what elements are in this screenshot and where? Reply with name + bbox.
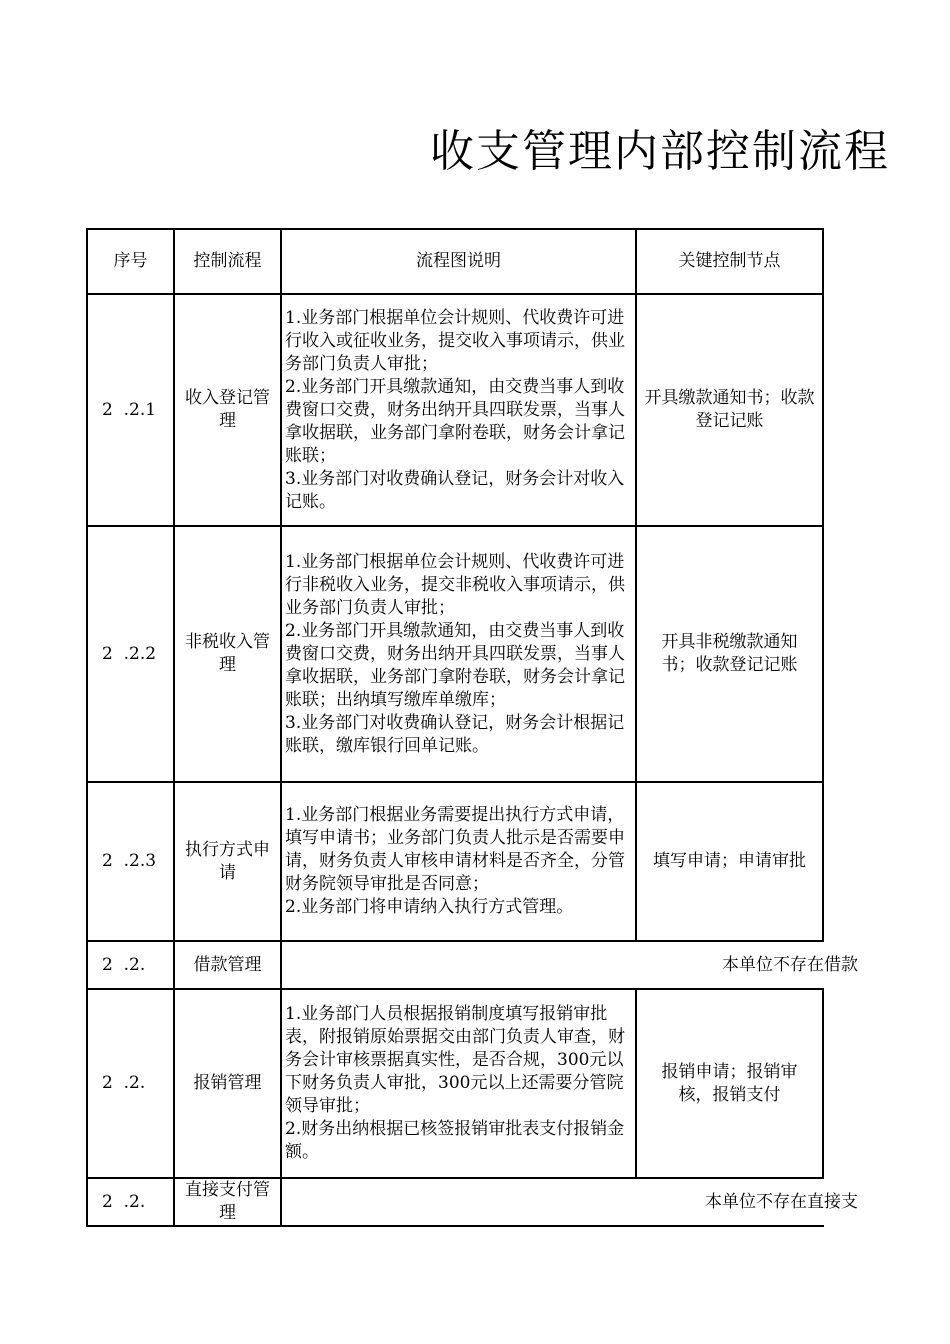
header-description: 流程图说明 — [416, 251, 501, 271]
table-border-right — [822, 988, 824, 1179]
row-description: 1.业务部门人员根据报销制度填写报销审批表，附报销原始票据交由部门负责人审查，财务会计审核票据真实性，是否合规，300元以下财务负责人审批，300元以上还需要分管院领导审批； 2.财务出纳根据已核签报销审批表支付报销金额。 — [285, 1004, 625, 1162]
row-process: 报销管理 — [193, 1073, 262, 1093]
row-description: 1.业务部门根据单位会计规则、代收费许可进行非税收入业务，提交非税收入事项请示，供业务部门负责人审批； 2.业务部门开具缴款通知，由交费当事人到收费窗口交费，财务出纳开具四联发票，当事人拿收据联，业务部门拿附卷联，财务会计拿记账联；出纳填写缴库单缴库； 3.业务部门对收费确认登记，财务会计根据记账联，缴库银行回单记账。 — [285, 551, 625, 756]
header-seq: 序号 — [113, 251, 148, 271]
row-seq: 2 .2.3 — [102, 851, 157, 871]
row-key-points: 开具缴款通知书；收款登记记账 — [644, 388, 815, 431]
row-seq: 2 .2.2 — [102, 643, 157, 664]
row-key-points: 报销申请；报销审核，报销支付 — [661, 1061, 798, 1105]
header-process: 控制流程 — [193, 251, 262, 271]
row-process: 借款管理 — [193, 954, 262, 975]
header-key-points: 关键控制节点 — [678, 251, 781, 271]
row-seq: 2 .2. — [102, 1073, 146, 1093]
row-note: 本单位不存在直接支 — [705, 1191, 858, 1212]
table-border-bottom — [86, 1225, 824, 1227]
row-seq: 2 .2. — [102, 1191, 146, 1212]
table-border-right — [822, 228, 824, 942]
row-process: 执行方式申请 — [185, 839, 270, 883]
row-key-points: 开具非税缴款通知书；收款登记记账 — [661, 632, 798, 675]
row-description: 1.业务部门根据业务需要提出执行方式申请，填写申请书；业务部门负责人批示是否需要申请，财务负责人审核申请材料是否齐全，分管财务院领导审批是否同意； 2.业务部门将申请纳入执行方式管理。 — [285, 805, 625, 917]
page-title: 收支管理内部控制流程 — [430, 126, 890, 177]
row-description: 1.业务部门根据单位会计规则、代收费许可进行收入或征收业务，提交收入事项请示，供业务部门负责人审批； 2.业务部门开具缴款通知，由交费当事人到收费窗口交费，财务出纳开具四联发票，当事人拿收据联，业务部门拿附卷联，财务会计拿记账联； 3.业务部门对收费确认登记，财务会计对收入记账。 — [285, 307, 625, 512]
row-process: 非税收入管理 — [185, 632, 270, 675]
row-process: 收入登记管理 — [185, 388, 270, 431]
row-seq: 2 .2. — [102, 954, 146, 975]
row-note: 本单位不存在借款 — [722, 954, 858, 975]
row-key-points: 填写申请；申请审批 — [653, 851, 806, 871]
row-process: 直接支付管理 — [185, 1180, 270, 1223]
row-seq: 2 .2.1 — [102, 399, 157, 420]
